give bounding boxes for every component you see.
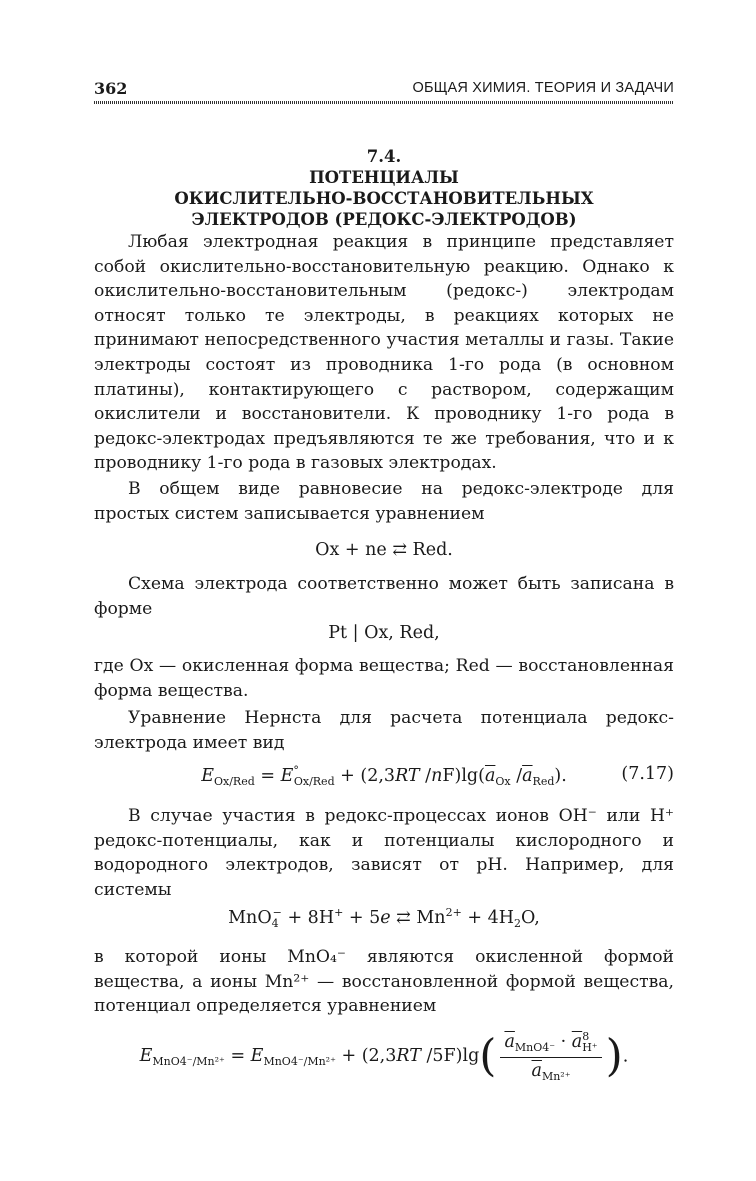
running-title: ОБЩАЯ ХИМИЯ. ТЕОРИЯ И ЗАДАЧИ <box>412 80 674 96</box>
section-heading <box>94 146 674 230</box>
section-title-line3: ЭЛЕКТРОДОВ (РЕДОКС-ЭЛЕКТРОДОВ) <box>191 210 577 229</box>
header-rule <box>94 101 674 104</box>
paragraph-5: Уравнение Нернста для расчета потенциала редокс-электрода имеет вид <box>94 708 674 753</box>
paragraph-7: в которой ионы MnO₄⁻ являются окисленной формой вещества, а ионы Mn²⁺ — восстановленной формой вещества, потенциал определяется уравнением <box>94 947 674 1017</box>
formula-electrode-scheme: Pt | Ox, Red, <box>328 623 440 643</box>
page-header <box>94 79 674 103</box>
paragraph-4: где Ox — окисленная форма вещества; Red — восстановленная форма вещества. <box>94 656 674 701</box>
formula-redox-equilibrium: Ox + ne ⇄ Red. <box>315 540 453 560</box>
paragraph-1: Любая электродная реакция в принципе представляет собой окислительно-восстановительную реакцию. Однако к окислительно-восстановительным (редокс-) электродам относят только те электроды, в реакциях которых не принимают непосредственного участия металлы и газы. Такие электроды состоят из проводника 1-го рода (в основном платины), контактирующего с раствором, содержащим окислители и восстановители. К проводнику 1-го рода в редокс-электродах предъявляются те же требования, что и к проводнику 1-го рода в газовых электродах. <box>94 232 674 474</box>
activity-fraction: $\frac{\overline{a}_{MnO4^-} \cdot \overline{a}^8_{H^+}}{\overline{a}_{Mn^{2+}}}$ <box>500 1030 601 1083</box>
page-number: 362 <box>94 79 128 98</box>
nernst-expression: $E_{Ox/Red} = E^\circ_{Ox/Red} + (2,3RT$ $/nF)\lg(\overline{a}_{Ox}$ $/\overline{a}_{Red}$). <box>201 764 567 788</box>
paragraph-2: В общем виде равновесие на редокс-электроде для простых систем записывается уравнением <box>94 479 674 524</box>
section-title-line1: ПОТЕНЦИАЛЫ <box>309 168 459 187</box>
paragraph-6: В случае участия в редокс-процессах ионов OH⁻ или H⁺ редокс-потенциалы, как и потенциалы кислородного и водородного электродов, зависят от pH. Например, для системы <box>94 806 674 900</box>
paragraph-3: Схема электрода соответственно может быть записана в форме <box>94 574 674 619</box>
section-number: 7.4. <box>366 147 402 166</box>
formula-permanganate-reaction: MnO$_4$− + 8H+ + 5e ⇄ $Mn^{2+} + 4H_2O$, <box>228 906 540 930</box>
equation-number: (7.17) <box>621 764 674 784</box>
section-title-line2: ОКИСЛИТЕЛЬНО-ВОССТАНОВИТЕЛЬНЫХ <box>174 189 594 208</box>
formula-permanganate-potential: $E_{MnO4^-/Mn^{2+}} = E_{MnO4^-/Mn^{2+}} + (2,3RT$ /5F)lg( $\frac{\overline{a}_{MnO4^-} \cdot \overline{a}^8_{H^+}}{\overline{a}_{Mn^{2+}}}$ ). <box>139 1030 629 1083</box>
formula-nernst <box>94 764 674 788</box>
